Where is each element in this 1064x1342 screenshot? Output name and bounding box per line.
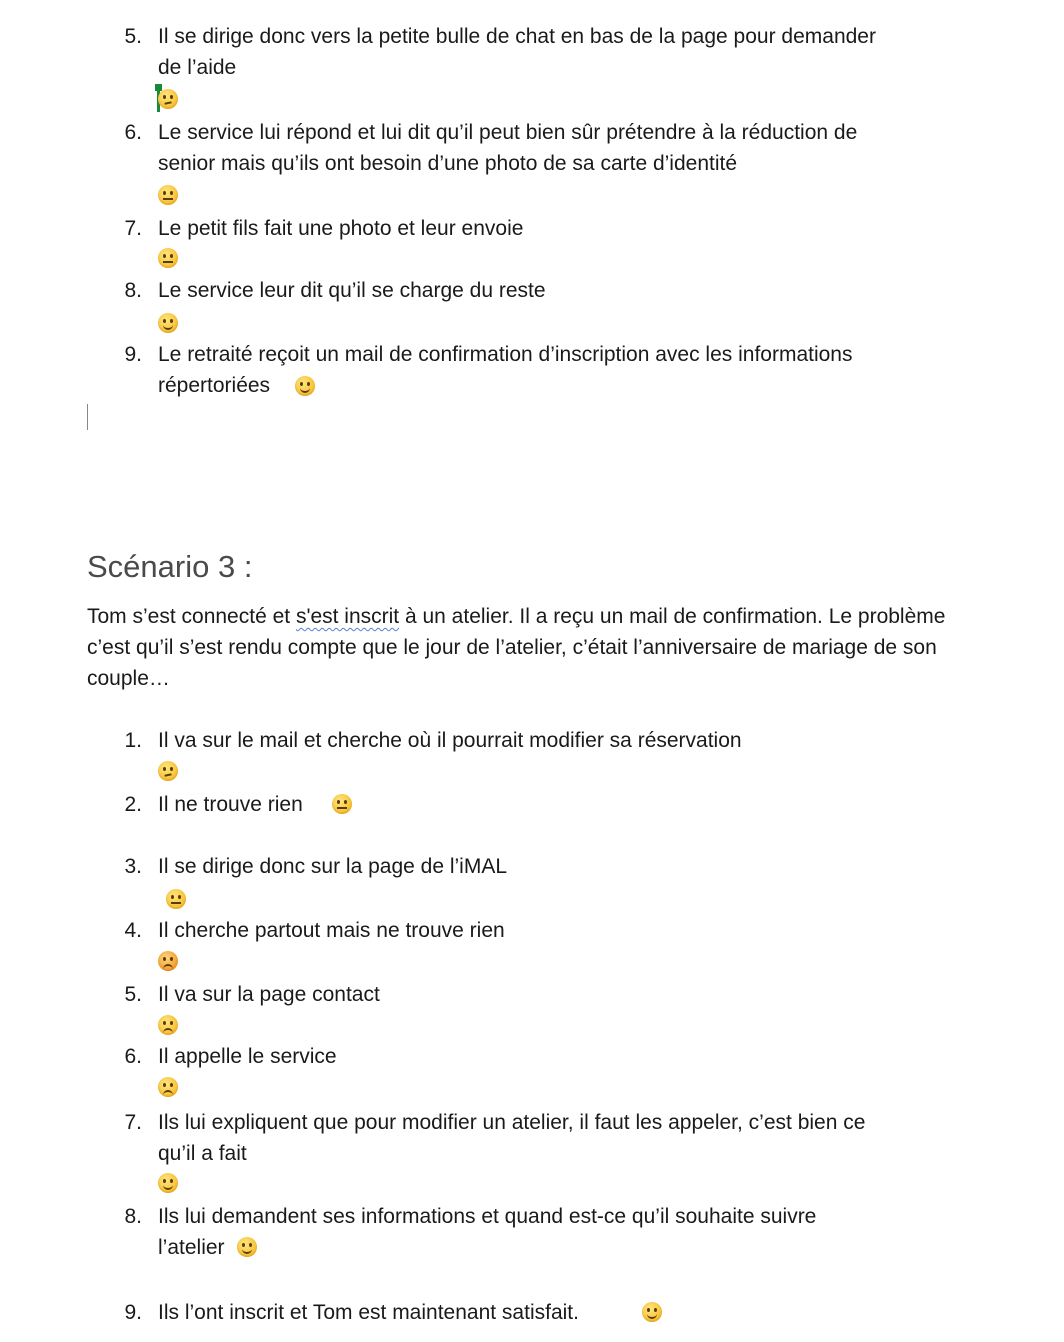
- list-number: 4.: [124, 919, 142, 942]
- spellcheck-underlined-text[interactable]: s'est inscrit: [295, 605, 400, 628]
- list-number: 3.: [124, 855, 142, 878]
- list-item-text[interactable]: Il va sur la page contact: [158, 983, 380, 1006]
- list-number: 2.: [124, 793, 142, 816]
- list-item-text[interactable]: Il se dirige donc sur la page de l’iMAL: [158, 855, 508, 878]
- list-item-text[interactable]: Ils lui demandent ses informations et quand est-ce qu’il souhaite suivre l’atelier: [158, 1205, 817, 1259]
- list-item-text[interactable]: Le service leur dit qu’il se charge du reste: [158, 279, 546, 302]
- smirking-face-icon: [158, 1173, 178, 1193]
- list-number: 1.: [124, 729, 142, 752]
- smiling-face-icon: [158, 313, 178, 333]
- section-heading[interactable]: Scénario 3 :: [87, 549, 253, 584]
- neutral-face-icon: [158, 185, 178, 205]
- list-number: 7.: [124, 217, 142, 240]
- thinking-face-icon: [158, 89, 178, 109]
- list-item-text[interactable]: Ils l’ont inscrit et Tom est maintenant satisfait.: [158, 1301, 579, 1324]
- list-item-text[interactable]: Il cherche partout mais ne trouve rien: [158, 919, 505, 942]
- list-item-text[interactable]: Il se dirige donc vers la petite bulle de chat en bas de la page pour demander de l’aide: [158, 25, 876, 79]
- list-number: 8.: [124, 279, 142, 302]
- frowning-face-icon: [158, 1015, 178, 1035]
- paragraph-text: Tom s’est connecté et: [87, 605, 296, 628]
- unamused-face-icon: [332, 794, 352, 814]
- smiling-face-icon: [295, 376, 315, 396]
- list-number: 9.: [124, 343, 142, 366]
- text-cursor: [87, 404, 88, 430]
- list-number: 6.: [124, 121, 142, 144]
- list-item-text[interactable]: Ils lui expliquent que pour modifier un atelier, il faut les appeler, c’est bien ce qu’il a fait: [158, 1111, 866, 1165]
- list-number: 8.: [124, 1205, 142, 1228]
- list-number: 5.: [124, 983, 142, 1006]
- list-item-text[interactable]: Le petit fils fait une photo et leur envoie: [158, 217, 524, 240]
- list-number: 9.: [124, 1301, 142, 1324]
- neutral-face-icon: [158, 248, 178, 268]
- scenario-paragraph[interactable]: [87, 601, 987, 694]
- list-item-text[interactable]: Il ne trouve rien: [158, 793, 303, 816]
- list-item-text[interactable]: Le service lui répond et lui dit qu’il peut bien sûr prétendre à la réduction de senior mais qu’ils ont besoin d’une photo de sa carte d’identité: [158, 121, 858, 175]
- list-item-text[interactable]: Il appelle le service: [158, 1045, 337, 1068]
- list-number: 7.: [124, 1111, 142, 1134]
- list-number: 5.: [124, 25, 142, 48]
- smiling-face-icon: [642, 1302, 662, 1322]
- thinking-face-icon: [158, 761, 178, 781]
- paragraph-text: à un atelier. Il a reçu un mail de confirmation. Le problème c’est qu’il s’est rendu compte que le jour de l’atelier, c’était l’anniversaire de mariage de son couple…: [87, 605, 946, 690]
- list-item-text[interactable]: Le retraité reçoit un mail de confirmation d’inscription avec les informations répertoriées: [158, 343, 853, 397]
- slightly-smiling-face-icon: [237, 1237, 257, 1257]
- unamused-face-icon: [166, 889, 186, 909]
- angry-face-icon: [158, 951, 178, 971]
- frowning-face-icon: [158, 1077, 178, 1097]
- list-item-text[interactable]: Il va sur le mail et cherche où il pourrait modifier sa réservation: [158, 729, 742, 752]
- list-number: 6.: [124, 1045, 142, 1068]
